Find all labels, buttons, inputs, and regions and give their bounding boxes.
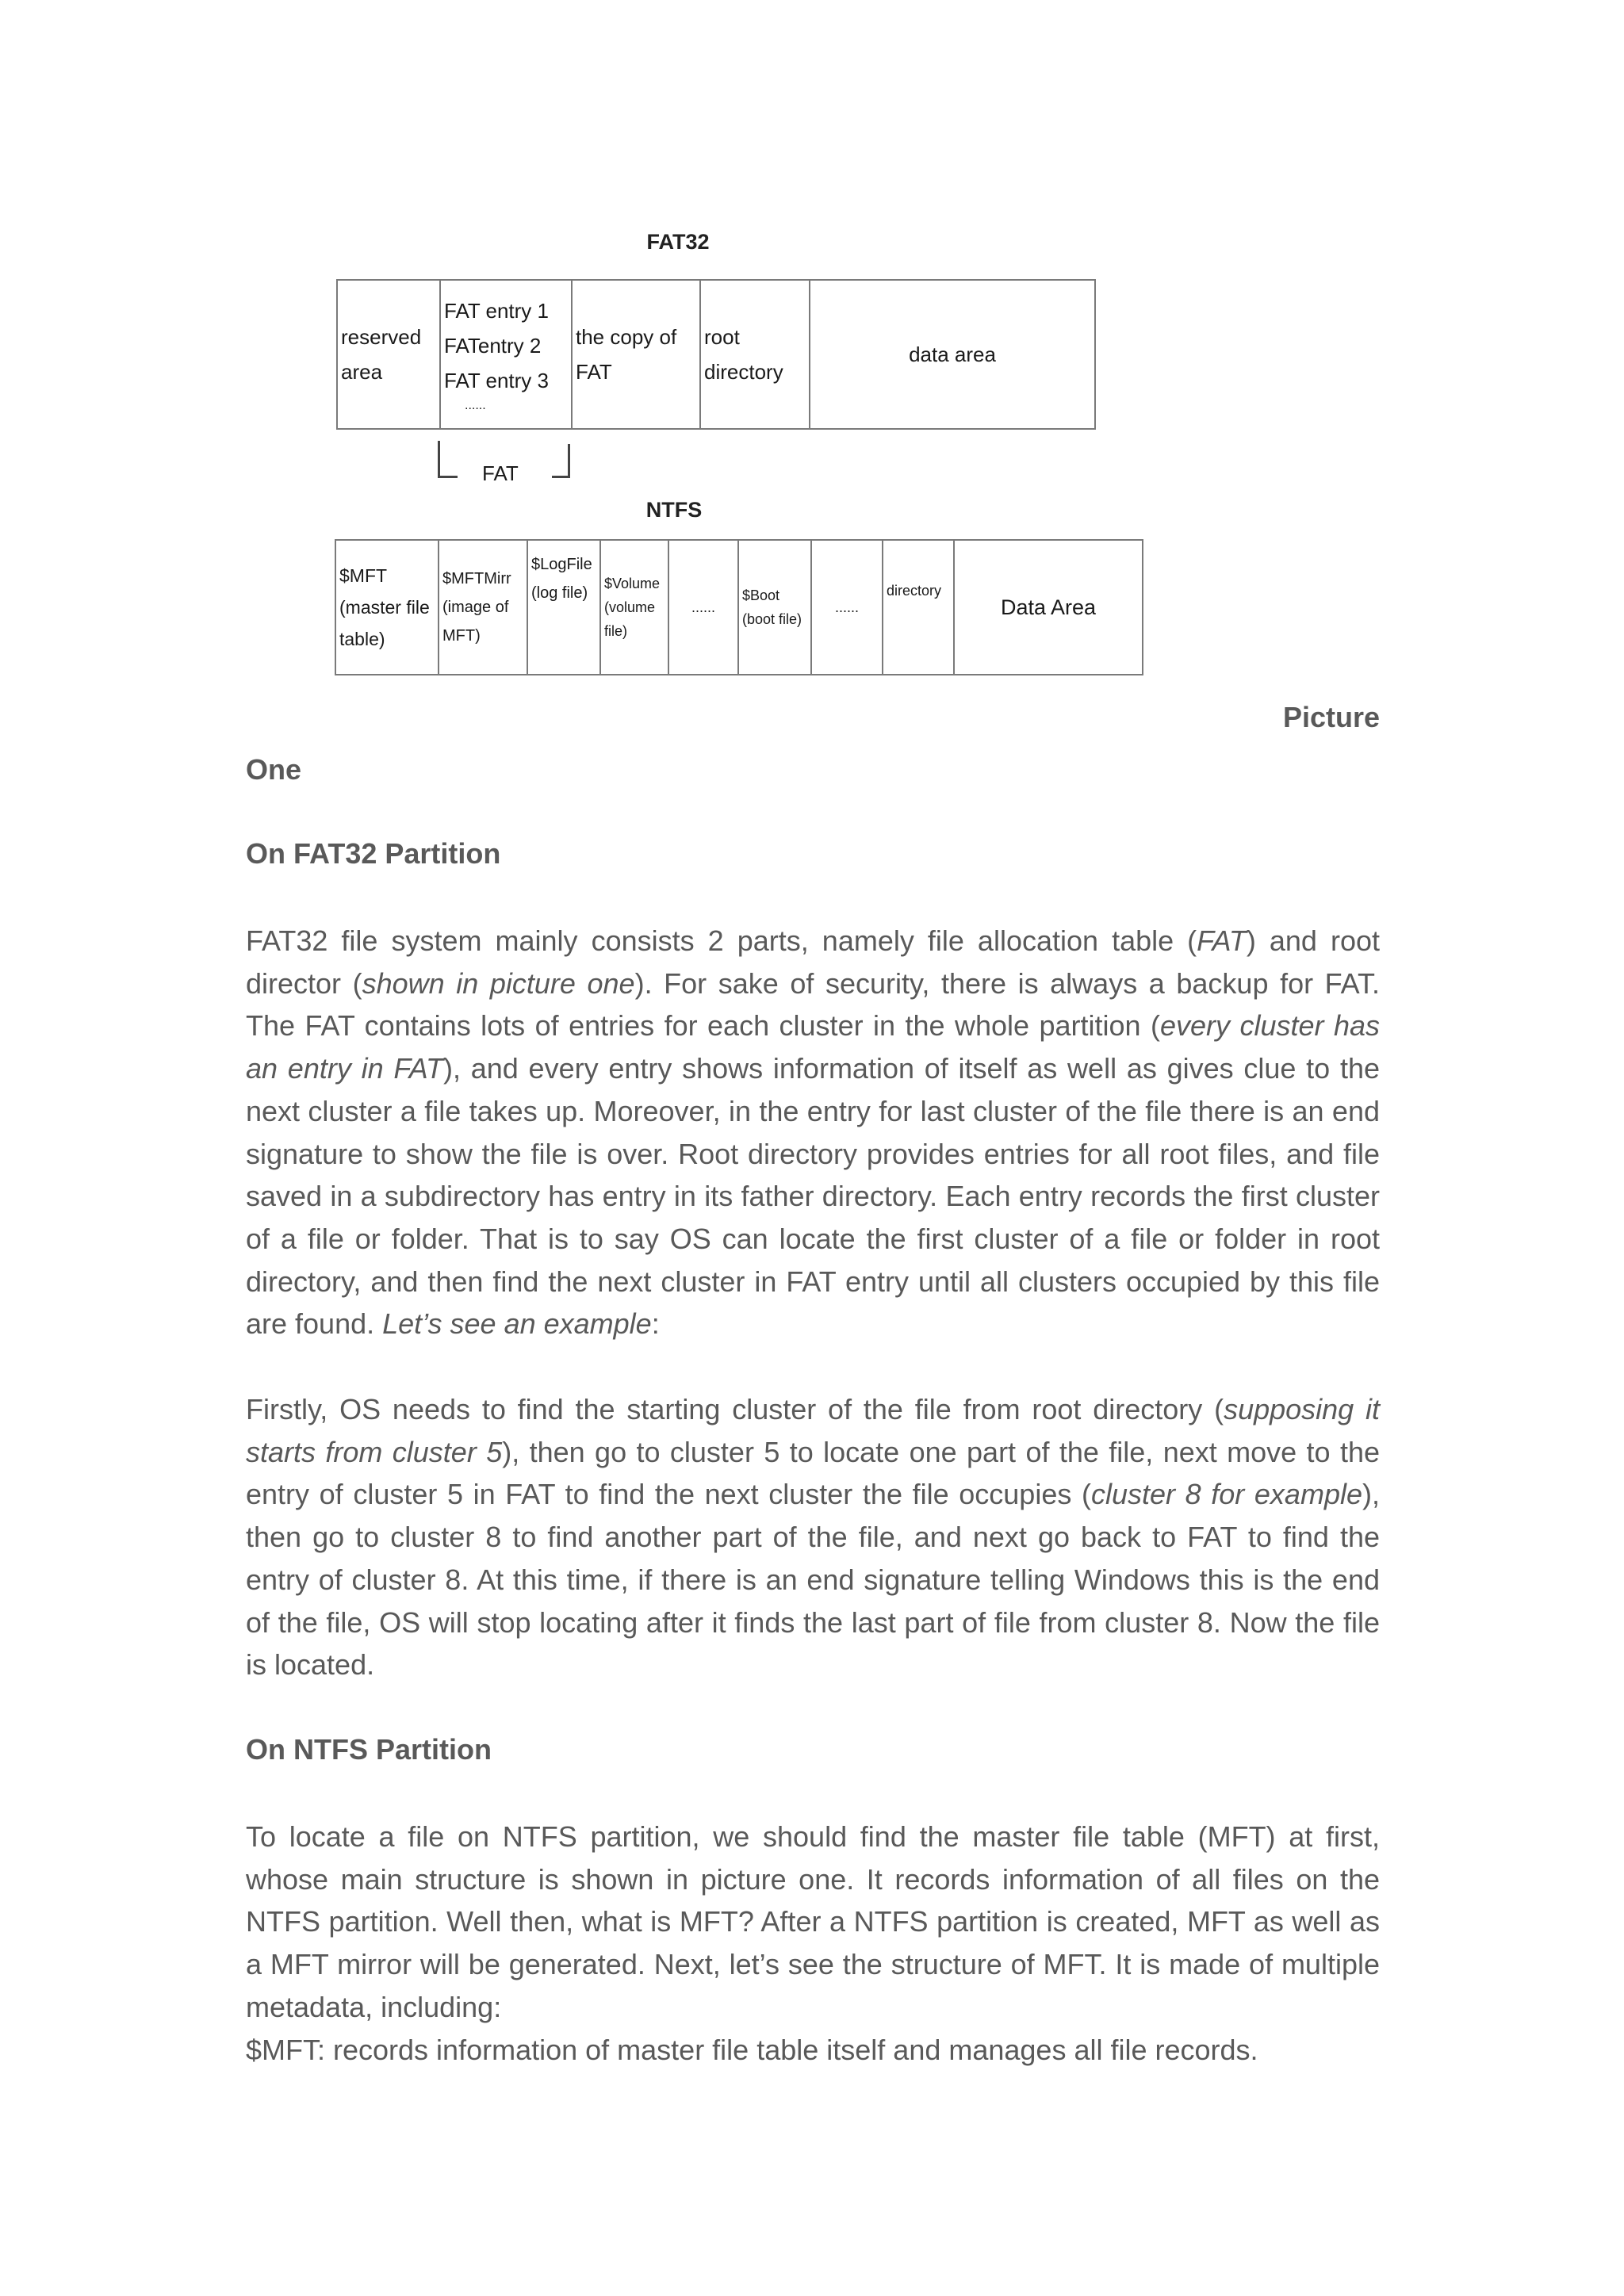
fat-bracket-label: FAT bbox=[482, 461, 519, 485]
figure-caption-picture: Picture bbox=[1283, 701, 1381, 733]
fat32-layout-table bbox=[336, 279, 1096, 430]
ntfs-directory-cell: directory bbox=[883, 540, 954, 675]
fat-entry-2: FATentry 2 bbox=[444, 334, 542, 358]
ntfs-section-heading: On NTFS Partition bbox=[246, 1733, 492, 1766]
figure-caption-one: One bbox=[246, 753, 302, 786]
fat32-paragraph-1: FAT32 file system mainly consists 2 parts, namely file allocation table (FAT) and root director (shown in picture one). For sake of security, there is always a backup for FAT. The FAT contains lots of entries for each cluster in the whole partition (every cluster has an entry in FAT), and every entry shows information of itself as well as gives clue to the next cluster a file takes up. Moreover, in the entry for last cluster of the file there is an end signature to show the file is over. Root directory provides entries for all root files, and file saved in a subdirectory has entry in its father directory. Each entry records the first cluster of a file or folder. That is to say OS can locate the first cluster of a file or folder in root directory, and then find the next cluster in FAT entry until all clusters occupied by this file are found. Let’s see an example: bbox=[246, 924, 1381, 1341]
fat32-reserved-area-cell: reserved area bbox=[337, 280, 440, 429]
ntfs-ellipsis-cell-2: ...... bbox=[811, 540, 883, 675]
fat32-section-heading: On FAT32 Partition bbox=[246, 837, 501, 870]
ntfs-paragraph-2: $MFT: records information of master file table itself and manages all file records. bbox=[246, 2034, 1258, 2066]
ntfs-layout-table bbox=[335, 539, 1143, 675]
ntfs-boot-cell: $Boot (boot file) bbox=[738, 540, 811, 675]
fat32-fat-entries-cell bbox=[440, 280, 572, 429]
ntfs-volume-cell: $Volume (volume file) bbox=[600, 540, 668, 675]
ntfs-mft-cell: $MFT (master file table) bbox=[335, 540, 439, 675]
fat32-data-area-cell: data area bbox=[810, 280, 1095, 429]
fat32-fat-copy-cell: the copy of FAT bbox=[572, 280, 700, 429]
ntfs-ellipsis-cell-1: ...... bbox=[668, 540, 738, 675]
ntfs-mftmirr-cell: $MFTMirr (image of MFT) bbox=[439, 540, 527, 675]
fat-entry-1: FAT entry 1 bbox=[444, 299, 549, 323]
fat32-paragraph-2: Firstly, OS needs to find the starting cluster of the file from root directory (supposing it starts from cluster 5), then go to cluster 5 to locate one part of the file, next move to the entry of cluster 5 in FAT to find the next cluster the file occupies (cluster 8 for example), then go to cluster 8 to find another part of the file, and next go back to FAT to find the entry of cluster 8. At this time, if there is an end signature telling Windows this is the end of the file, OS will stop locating after it finds the last part of file from cluster 8. Now the file is located. bbox=[246, 1393, 1380, 1682]
fat-bracket-right bbox=[552, 444, 570, 478]
ntfs-paragraph-1: To locate a file on NTFS partition, we should find the master file table (MFT) at first, whose main structure is shown in picture one. It records information of all files on the NTFS partition. Well then, what is MFT? After a NTFS partition is created, MFT as well as a MFT mirror will be generated. Next, let’s see the structure of MFT. It is made of multiple metadata, including: bbox=[246, 1820, 1380, 2023]
fat32-diagram-title: FAT32 bbox=[646, 230, 710, 254]
fat-entry-3: FAT entry 3 bbox=[444, 369, 549, 392]
ntfs-data-area-cell: Data Area bbox=[954, 540, 1143, 675]
ntfs-logfile-cell: $LogFile (log file) bbox=[527, 540, 600, 675]
fat-entry-ellipsis: ...... bbox=[465, 399, 486, 412]
fat32-root-directory-cell: root directory bbox=[700, 280, 810, 429]
fat-bracket-left bbox=[438, 441, 458, 478]
ntfs-diagram-title: NTFS bbox=[645, 498, 703, 522]
